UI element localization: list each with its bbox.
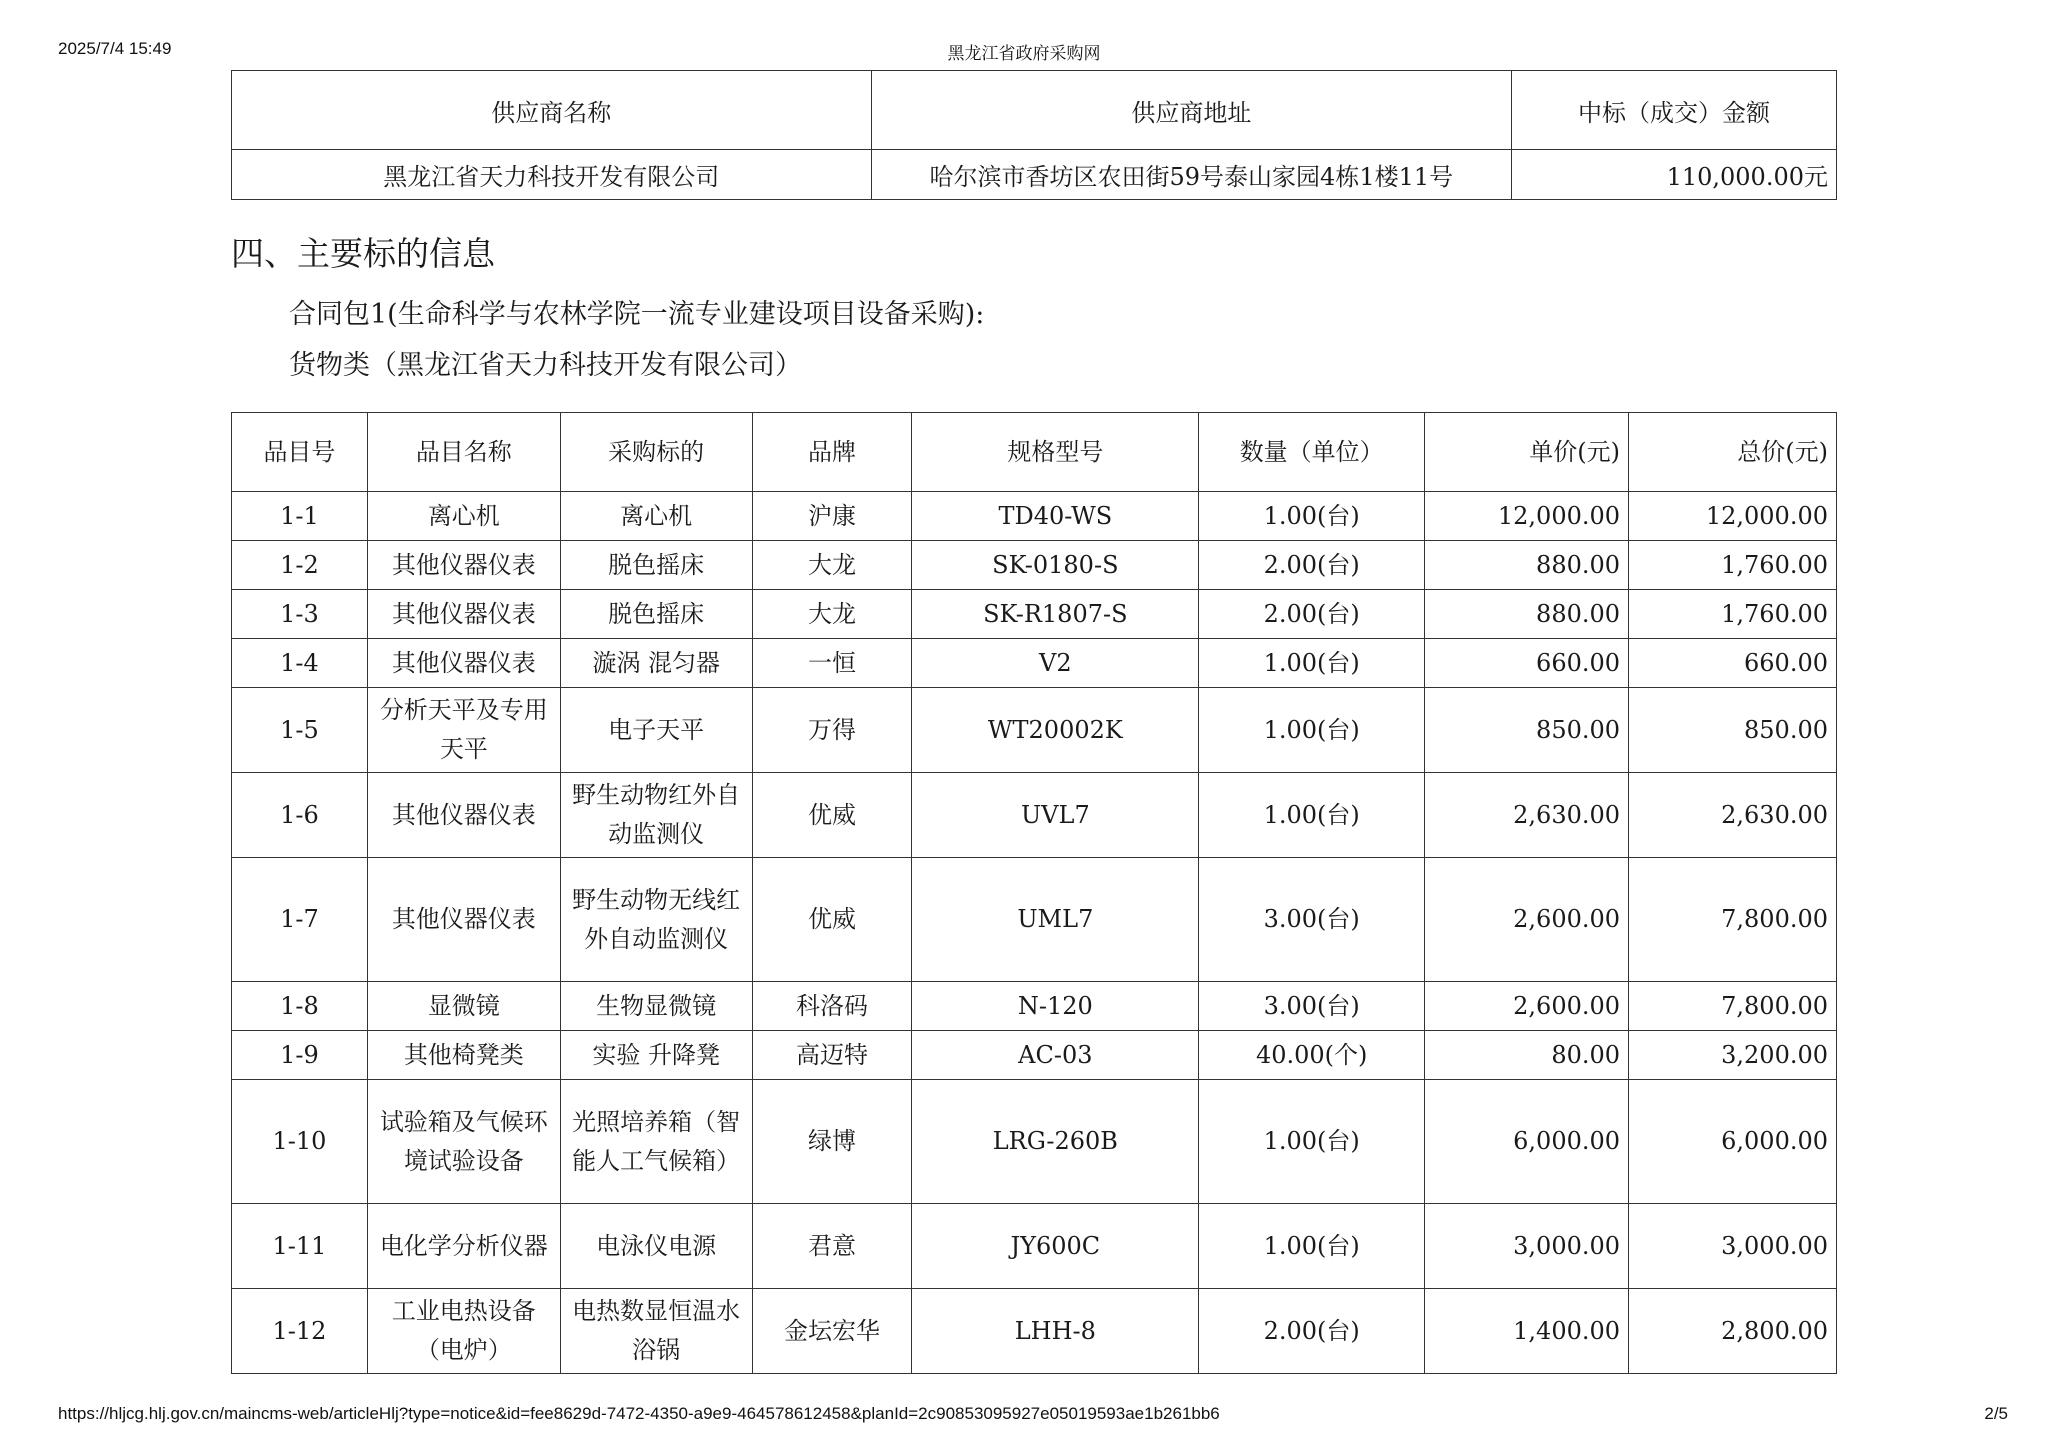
- col-header-quantity: 数量（单位）: [1199, 413, 1425, 492]
- item-category: 工业电热设备（电炉）: [367, 1289, 560, 1374]
- item-category: 离心机: [367, 492, 560, 541]
- item-brand: 君意: [752, 1204, 912, 1289]
- item-total-price: 6,000.00: [1629, 1080, 1837, 1204]
- supplier-address-header: 供应商地址: [871, 71, 1512, 150]
- item-brand: 一恒: [752, 639, 912, 688]
- item-no: 1-12: [232, 1289, 368, 1374]
- item-total-price: 850.00: [1629, 688, 1837, 773]
- col-header-item-no: 品目号: [232, 413, 368, 492]
- item-brand: 优威: [752, 773, 912, 858]
- item-brand: 沪康: [752, 492, 912, 541]
- table-row: [232, 1289, 1837, 1374]
- item-unit-price: 12,000.00: [1425, 492, 1629, 541]
- item-model: WT20002K: [912, 688, 1199, 773]
- item-target: 电泳仪电源: [560, 1204, 752, 1289]
- table-row: [232, 982, 1837, 1031]
- supplier-address: 哈尔滨市香坊区农田街59号泰山家园4栋1楼11号: [871, 150, 1512, 200]
- supplier-table: [231, 70, 1837, 200]
- item-quantity: 2.00(台): [1199, 590, 1425, 639]
- table-row: [232, 773, 1837, 858]
- item-total-price: 3,000.00: [1629, 1204, 1837, 1289]
- item-brand: 优威: [752, 858, 912, 982]
- item-unit-price: 880.00: [1425, 590, 1629, 639]
- item-model: UVL7: [912, 773, 1199, 858]
- table-row: [232, 639, 1837, 688]
- items-table: [231, 412, 1837, 1374]
- item-unit-price: 2,630.00: [1425, 773, 1629, 858]
- table-row: [232, 1204, 1837, 1289]
- item-target: 野生动物红外自动监测仪: [560, 773, 752, 858]
- item-quantity: 1.00(台): [1199, 1080, 1425, 1204]
- col-header-total-price: 总价(元): [1629, 413, 1837, 492]
- item-no: 1-5: [232, 688, 368, 773]
- item-category: 分析天平及专用天平: [367, 688, 560, 773]
- item-model: LRG-260B: [912, 1080, 1199, 1204]
- item-brand: 万得: [752, 688, 912, 773]
- item-total-price: 2,800.00: [1629, 1289, 1837, 1374]
- table-row: [232, 1080, 1837, 1204]
- item-model: JY600C: [912, 1204, 1199, 1289]
- item-quantity: 3.00(台): [1199, 982, 1425, 1031]
- item-brand: 科洛码: [752, 982, 912, 1031]
- item-unit-price: 2,600.00: [1425, 858, 1629, 982]
- site-title: 黑龙江省政府采购网: [947, 44, 1101, 63]
- item-quantity: 1.00(台): [1199, 773, 1425, 858]
- item-brand: 绿博: [752, 1080, 912, 1204]
- item-target: 漩涡 混匀器: [560, 639, 752, 688]
- item-quantity: 1.00(台): [1199, 639, 1425, 688]
- item-no: 1-1: [232, 492, 368, 541]
- item-unit-price: 1,400.00: [1425, 1289, 1629, 1374]
- supplier-row: [232, 150, 1837, 200]
- print-timestamp: 2025/7/4 15:49: [58, 39, 172, 58]
- table-row: [232, 688, 1837, 773]
- item-brand: 高迈特: [752, 1031, 912, 1080]
- page-number: 2/5: [1984, 1404, 2008, 1423]
- item-total-price: 3,200.00: [1629, 1031, 1837, 1080]
- item-total-price: 2,630.00: [1629, 773, 1837, 858]
- item-model: LHH-8: [912, 1289, 1199, 1374]
- item-target: 电子天平: [560, 688, 752, 773]
- item-category: 其他仪器仪表: [367, 541, 560, 590]
- item-unit-price: 3,000.00: [1425, 1204, 1629, 1289]
- item-no: 1-4: [232, 639, 368, 688]
- item-category: 其他仪器仪表: [367, 639, 560, 688]
- table-row: [232, 858, 1837, 982]
- item-no: 1-2: [232, 541, 368, 590]
- item-no: 1-11: [232, 1204, 368, 1289]
- table-row: [232, 541, 1837, 590]
- col-header-target: 采购标的: [560, 413, 752, 492]
- item-category: 电化学分析仪器: [367, 1204, 560, 1289]
- col-header-model: 规格型号: [912, 413, 1199, 492]
- item-model: V2: [912, 639, 1199, 688]
- item-no: 1-3: [232, 590, 368, 639]
- item-no: 1-10: [232, 1080, 368, 1204]
- item-total-price: 7,800.00: [1629, 858, 1837, 982]
- item-category: 其他椅凳类: [367, 1031, 560, 1080]
- section-title: 四、主要标的信息: [231, 234, 495, 273]
- col-header-unit-price: 单价(元): [1425, 413, 1629, 492]
- item-category: 试验箱及气候环境试验设备: [367, 1080, 560, 1204]
- table-row: [232, 590, 1837, 639]
- item-quantity: 1.00(台): [1199, 1204, 1425, 1289]
- item-no: 1-7: [232, 858, 368, 982]
- item-total-price: 1,760.00: [1629, 541, 1837, 590]
- supplier-name: 黑龙江省天力科技开发有限公司: [232, 150, 872, 200]
- item-total-price: 660.00: [1629, 639, 1837, 688]
- item-no: 1-8: [232, 982, 368, 1031]
- item-no: 1-6: [232, 773, 368, 858]
- item-category: 显微镜: [367, 982, 560, 1031]
- item-unit-price: 660.00: [1425, 639, 1629, 688]
- item-brand: 大龙: [752, 541, 912, 590]
- item-model: AC-03: [912, 1031, 1199, 1080]
- col-header-brand: 品牌: [752, 413, 912, 492]
- item-brand: 金坛宏华: [752, 1289, 912, 1374]
- package-title: 合同包1(生命科学与农林学院一流专业建设项目设备采购):: [289, 299, 985, 330]
- item-unit-price: 850.00: [1425, 688, 1629, 773]
- items-body: [232, 492, 1837, 1374]
- items-header-row: [232, 413, 1837, 492]
- item-quantity: 2.00(台): [1199, 541, 1425, 590]
- item-no: 1-9: [232, 1031, 368, 1080]
- item-target: 生物显微镜: [560, 982, 752, 1031]
- item-target: 脱色摇床: [560, 590, 752, 639]
- item-unit-price: 80.00: [1425, 1031, 1629, 1080]
- page-url: https://hljcg.hlj.gov.cn/maincms-web/articleHlj?type=notice&id=fee8629d-7472-4350-a9e9-464578612458&planId=2c90853095927e05019593ae1b261bb6: [58, 1404, 1220, 1423]
- item-target: 离心机: [560, 492, 752, 541]
- item-quantity: 2.00(台): [1199, 1289, 1425, 1374]
- item-unit-price: 2,600.00: [1425, 982, 1629, 1031]
- table-row: [232, 1031, 1837, 1080]
- item-quantity: 40.00(个): [1199, 1031, 1425, 1080]
- item-model: N-120: [912, 982, 1199, 1031]
- item-total-price: 7,800.00: [1629, 982, 1837, 1031]
- item-brand: 大龙: [752, 590, 912, 639]
- item-total-price: 12,000.00: [1629, 492, 1837, 541]
- item-target: 野生动物无线红外自动监测仪: [560, 858, 752, 982]
- item-model: SK-R1807-S: [912, 590, 1199, 639]
- supplier-amount: 110,000.00元: [1512, 150, 1837, 200]
- item-target: 光照培养箱（智能人工气候箱）: [560, 1080, 752, 1204]
- item-total-price: 1,760.00: [1629, 590, 1837, 639]
- item-category: 其他仪器仪表: [367, 858, 560, 982]
- supplier-name-header: 供应商名称: [232, 71, 872, 150]
- item-quantity: 3.00(台): [1199, 858, 1425, 982]
- item-quantity: 1.00(台): [1199, 492, 1425, 541]
- col-header-category: 品目名称: [367, 413, 560, 492]
- item-unit-price: 6,000.00: [1425, 1080, 1629, 1204]
- item-unit-price: 880.00: [1425, 541, 1629, 590]
- item-model: UML7: [912, 858, 1199, 982]
- item-target: 脱色摇床: [560, 541, 752, 590]
- item-quantity: 1.00(台): [1199, 688, 1425, 773]
- item-target: 电热数显恒温水浴锅: [560, 1289, 752, 1374]
- item-target: 实验 升降凳: [560, 1031, 752, 1080]
- item-model: SK-0180-S: [912, 541, 1199, 590]
- supplier-amount-header: 中标（成交）金额: [1512, 71, 1837, 150]
- table-row: [232, 492, 1837, 541]
- item-model: TD40-WS: [912, 492, 1199, 541]
- item-category: 其他仪器仪表: [367, 773, 560, 858]
- supplier-header-row: [232, 71, 1837, 150]
- item-category: 其他仪器仪表: [367, 590, 560, 639]
- goods-category-line: 货物类（黑龙江省天力科技开发有限公司）: [289, 350, 802, 381]
